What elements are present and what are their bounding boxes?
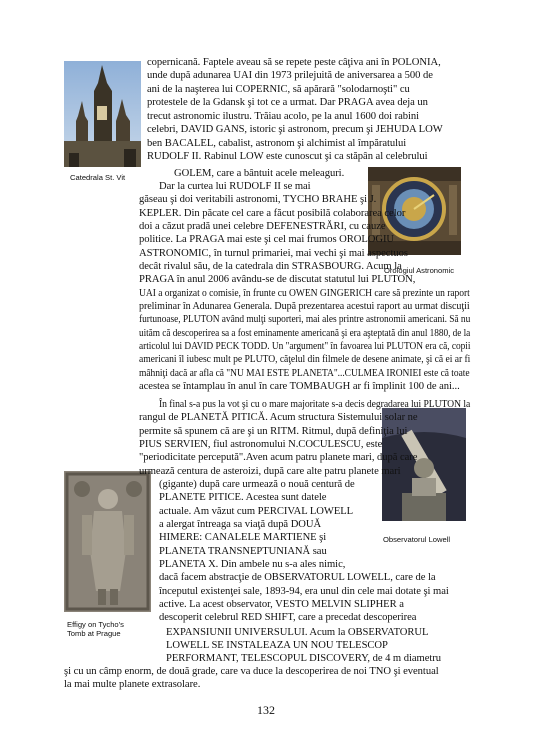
page-number: 132 xyxy=(257,703,275,717)
text-line: a alergat întreaga sa viaţă după DOUĂ xyxy=(159,519,322,530)
text-line: acestea se întamplau în anul în care TOMBAUGH ar fi împlinit 100 de ani... xyxy=(139,381,460,392)
text-line: În final s-a pus la vot şi cu o mare majoritate s-a decis degradarea lui PLUTON la xyxy=(159,399,471,410)
text-line: articolul lui DAVID PECK TODD. Un "argument" în favoarea lui PLUTON era că, copii xyxy=(139,341,471,352)
text-line: celebri, DAVID GANS, istoric şi astronom, precum şi JEHUDA LOW xyxy=(147,124,443,135)
text-line: furtunoase, PLUTON având mulţi suporteri, mai ales printre astronomii americani. Să nu xyxy=(139,314,471,325)
astronomical-clock-caption: Orologiul Astronomic xyxy=(384,266,455,275)
text-line: ben BACALEL, cabalist, astronom şi alchimist al împăratului xyxy=(147,138,407,149)
tycho-effigy-caption-line-2: Tomb at Prague xyxy=(67,629,121,638)
text-line: uităm că descoperirea sa a fost eminamente americană şi era aşteptată din anul 1880, de la xyxy=(139,328,471,339)
text-line: copernicană. Faptele aveau să se repete peste câţiva ani în POLONIA, xyxy=(147,57,441,68)
text-line: unde după adunarea UAI din 1973 prilejuită de aniversarea a 500 de xyxy=(147,70,433,81)
text-line: mâhniţi dacă ar afla că "NU MAI ESTE PLANETA"...CULMEA IRONIEI este că toate xyxy=(139,368,470,379)
lowell-observatory-caption: Observatorul Lowell xyxy=(383,535,451,544)
text-line: (gigante) după care urmează o nouă centură de xyxy=(159,479,355,490)
text-line: politice. La PRAGA mai este şi cel mai frumos OROLOGIU xyxy=(139,234,395,245)
text-line: active. La acest observator, VESTO MELVIN SLIPHER a xyxy=(159,599,404,610)
text-line: şi cu un câmp enorm, de două grade, care va duce la descoperirea de noi TNO şi eventual xyxy=(64,666,439,677)
text-line: dacă facem abstracţie de OBSERVATORUL LOWELL, care de la xyxy=(159,572,436,583)
text-line: preliminar în Adunarea Generala. După prezentarea acestui raport au urmat discuţii xyxy=(139,301,470,312)
text-line: descoperit celebrul RED SHIFT, care a precedat descoperirea xyxy=(159,612,417,623)
text-line: americani îl iubesc mult pe PLUTO, căţelul din filmele de desene animate, şi că ei ar fi xyxy=(139,354,471,365)
text-line: ani de la naşterea lui COPERNIC, să apărară "solodarnoşti" cu xyxy=(147,84,410,95)
text-line: decât rivalul său, de la catedrala din STRASBOURG. Acum la xyxy=(139,261,402,272)
text-line: Dar la curtea lui RUDOLF II se mai xyxy=(159,181,311,192)
text-line: PIUS SERVIEN, fiul astronomului N.COCULESCU, este xyxy=(139,439,383,450)
text-line: PLANETA X. Din ambele nu s-a ales nimic, xyxy=(159,559,346,570)
text-line: permite să spunem că are şi un RITM. Ritmul, după definiţia lui xyxy=(139,426,408,437)
text-line: LOWELL SE INSTALEAZA UN NOU TELESCOP xyxy=(166,640,388,651)
text-line: începutul existenţei sale, 1893-94, era unul din cele mai dotate şi mai xyxy=(159,586,449,597)
text-line: ASTRONOMIC, în turnul primariei, mai vechi şi mai aspectuos xyxy=(139,248,408,259)
tycho-effigy-caption-line-1: Effigy on Tycho's xyxy=(67,620,124,629)
text-line: trecut astronomic ilustru. Trăiau acolo, pe la anul 1600 doi rabini xyxy=(147,111,420,122)
text-line: PERFORMANT, TELESCOPUL DISCOVERY, de 4 m diametru xyxy=(166,653,441,664)
tycho-effigy-photo xyxy=(64,471,151,612)
text-line: HIMERE: CANALELE MARTIENE şi xyxy=(159,532,327,543)
text-line: rangul de PLANETĂ PITICĂ. Acum structura Sistemului solar ne xyxy=(139,412,418,423)
cathedral-caption: Catedrala St. Vit xyxy=(70,173,126,182)
text-line: PLANETA TRANSNEPTUNIANĂ sau xyxy=(159,546,327,557)
text-line: PLANETE PITICE. Acestea sunt datele xyxy=(159,492,327,503)
text-line: GOLEM, care a bântuit acele meleaguri. xyxy=(174,168,345,179)
text-line: PRAGA în anul 2006 avându-se de discutat statutul lui PLUTON, xyxy=(139,274,416,285)
text-line: găseau şi doi veritabili astronomi, TYCHO BRAHE şi J. xyxy=(139,194,377,205)
text-line: actuale. Am văzut cum PERCIVAL LOWELL xyxy=(159,506,354,517)
text-line: KEPLER. Din păcate cel care a făcut posibilă colaborarea celor xyxy=(139,208,406,219)
text-line: urmează centura de asteroizi, după care alte patru planete mari xyxy=(139,466,401,477)
text-line: la mai multe planete extrasolare. xyxy=(64,679,201,690)
text-line: protestele de la Gdansk şi tot ce a urmat. Dar PRAGA avea deja un xyxy=(147,97,428,108)
text-line: "periodicitate percepută".Aven acum patru planete mari, după care xyxy=(139,452,418,463)
text-line: RUDOLF II. Rabinul LOW este cunoscut şi ca stăpân al celebrului xyxy=(147,151,428,162)
text-line: UAI a organizat o comisie, în frunte cu OWEN GINGERICH care să prezinte un raport xyxy=(139,288,470,299)
cathedral-photo xyxy=(64,61,141,167)
text-line: EXPANSIUNII UNIVERSULUI. Acum la OBSERVATORUL xyxy=(166,627,429,638)
text-line: doi a căzut pradă unei celebre DEFENESTRĂRI, cu cauze xyxy=(139,221,386,232)
